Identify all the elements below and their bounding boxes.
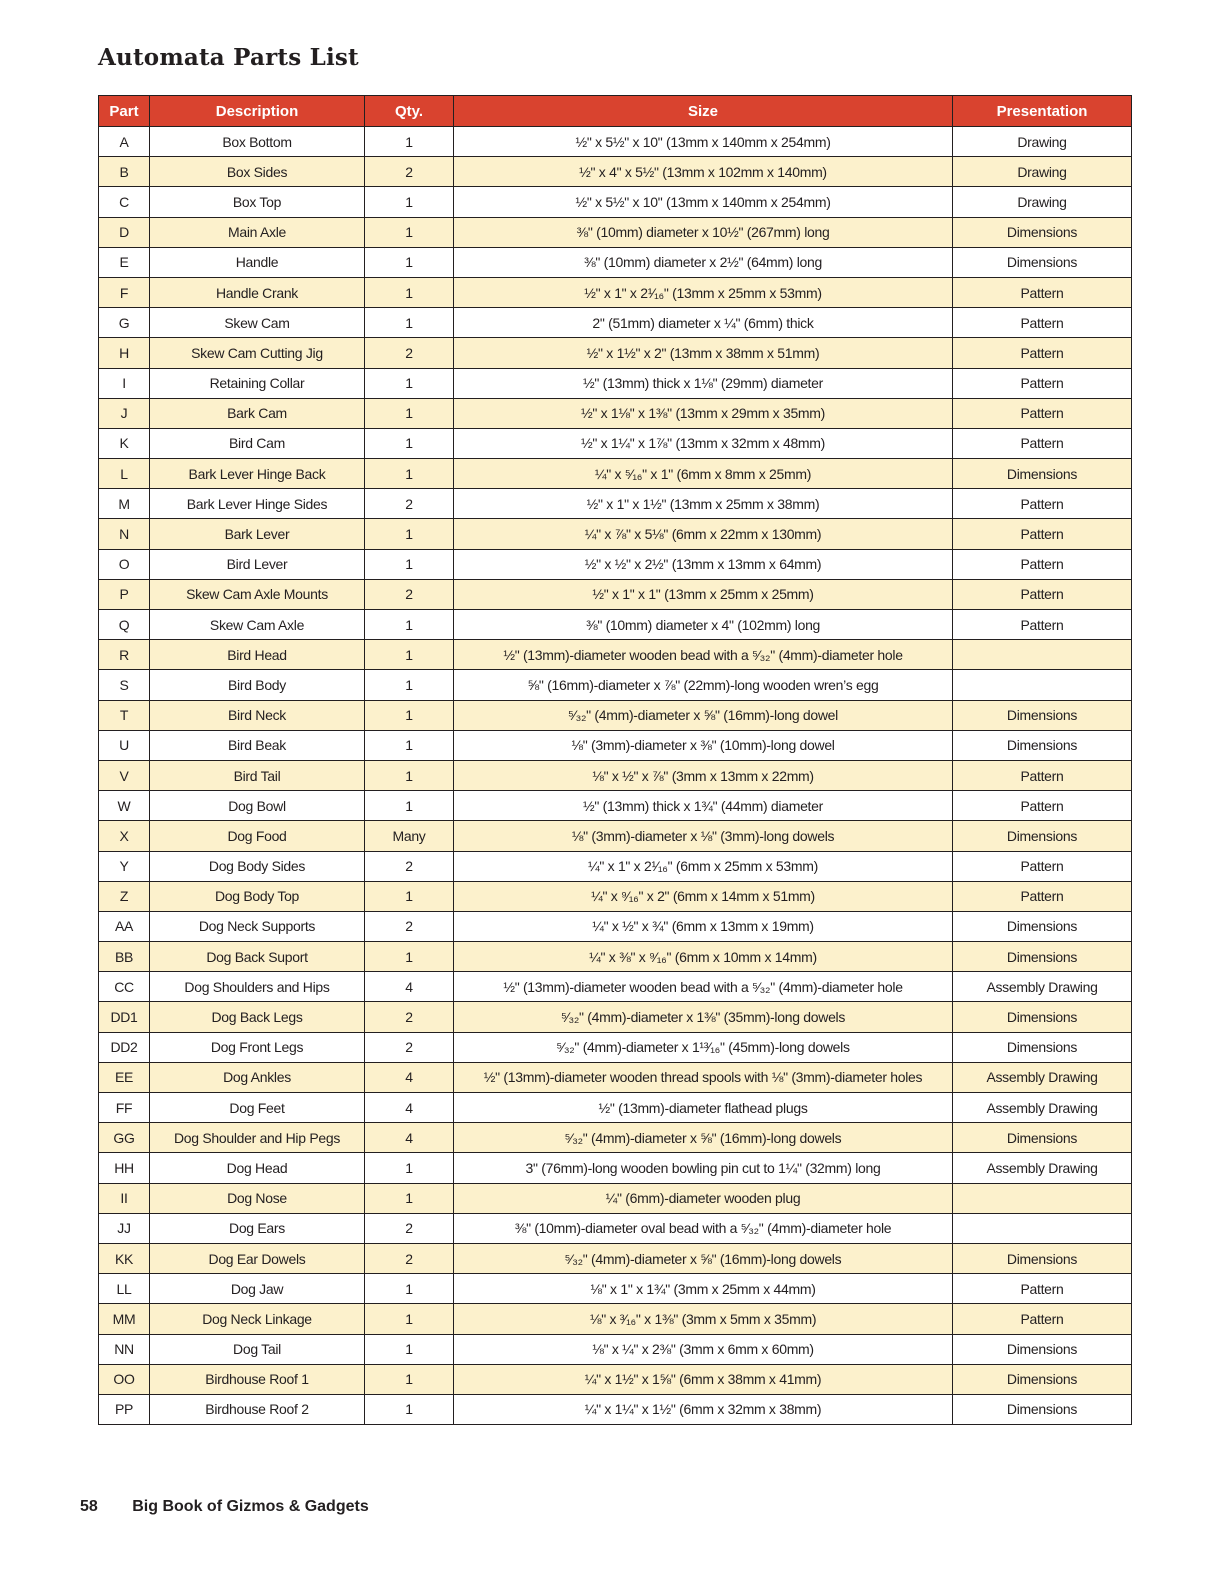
cell-qty: 1 (365, 549, 454, 579)
cell-part: I (99, 368, 150, 398)
cell-qty: 4 (365, 1093, 454, 1123)
cell-qty: 1 (365, 942, 454, 972)
cell-part: OO (99, 1364, 150, 1394)
column-header-presentation: Presentation (953, 96, 1132, 127)
page-number: 58 (80, 1498, 98, 1515)
cell-part: W (99, 791, 150, 821)
table-row (99, 579, 1132, 609)
cell-part: GG (99, 1123, 150, 1153)
cell-qty: 1 (365, 610, 454, 640)
cell-description: Bark Cam (150, 398, 365, 428)
cell-qty: 4 (365, 972, 454, 1002)
cell-presentation: Dimensions (953, 217, 1132, 247)
cell-qty: Many (365, 821, 454, 851)
cell-qty: 1 (365, 459, 454, 489)
cell-part: FF (99, 1093, 150, 1123)
cell-size: ¼" x 1¼" x 1½" (6mm x 32mm x 38mm) (454, 1394, 953, 1424)
cell-part: DD1 (99, 1002, 150, 1032)
cell-presentation: Assembly Drawing (953, 1062, 1132, 1092)
table-row (99, 640, 1132, 670)
table-row (99, 549, 1132, 579)
cell-presentation: Dimensions (953, 1002, 1132, 1032)
cell-presentation (953, 640, 1132, 670)
table-row (99, 428, 1132, 458)
cell-size: ⅛" x ¼" x 2⅜" (3mm x 6mm x 60mm) (454, 1334, 953, 1364)
cell-size: ½" (13mm)-diameter flathead plugs (454, 1093, 953, 1123)
table-row (99, 911, 1132, 941)
table-row (99, 247, 1132, 277)
cell-presentation: Drawing (953, 127, 1132, 157)
cell-presentation: Dimensions (953, 1243, 1132, 1273)
cell-presentation: Assembly Drawing (953, 972, 1132, 1002)
cell-qty: 1 (365, 1394, 454, 1424)
cell-part: L (99, 459, 150, 489)
cell-presentation: Assembly Drawing (953, 1153, 1132, 1183)
table-row (99, 1153, 1132, 1183)
cell-part: C (99, 187, 150, 217)
table-row (99, 308, 1132, 338)
table-row (99, 1032, 1132, 1062)
cell-part: MM (99, 1304, 150, 1334)
cell-part: EE (99, 1062, 150, 1092)
cell-part: DD2 (99, 1032, 150, 1062)
cell-part: II (99, 1183, 150, 1213)
cell-size: ½" (13mm) thick x 1⅛" (29mm) diameter (454, 368, 953, 398)
cell-description: Dog Tail (150, 1334, 365, 1364)
table-row (99, 157, 1132, 187)
cell-part: LL (99, 1274, 150, 1304)
table-row (99, 821, 1132, 851)
cell-size: ⁵⁄₃₂" (4mm)-diameter x 1⅜" (35mm)-long dowels (454, 1002, 953, 1032)
cell-qty: 2 (365, 1213, 454, 1243)
cell-part: Q (99, 610, 150, 640)
cell-size: ½" x 1" x 1" (13mm x 25mm x 25mm) (454, 579, 953, 609)
cell-size: ½" x 5½" x 10" (13mm x 140mm x 254mm) (454, 187, 953, 217)
cell-part: O (99, 549, 150, 579)
cell-qty: 1 (365, 368, 454, 398)
cell-part: A (99, 127, 150, 157)
cell-description: Box Bottom (150, 127, 365, 157)
cell-size: ½" x 1½" x 2" (13mm x 38mm x 51mm) (454, 338, 953, 368)
cell-size: 2" (51mm) diameter x ¼" (6mm) thick (454, 308, 953, 338)
cell-qty: 4 (365, 1062, 454, 1092)
cell-description: Skew Cam Cutting Jig (150, 338, 365, 368)
cell-part: R (99, 640, 150, 670)
cell-qty: 2 (365, 338, 454, 368)
cell-presentation: Pattern (953, 1304, 1132, 1334)
table-row (99, 851, 1132, 881)
cell-presentation: Dimensions (953, 1394, 1132, 1424)
cell-qty: 1 (365, 308, 454, 338)
cell-part: B (99, 157, 150, 187)
cell-part: BB (99, 942, 150, 972)
cell-description: Bark Lever (150, 519, 365, 549)
cell-size: ¼" x 1" x 2¹⁄₁₆" (6mm x 25mm x 53mm) (454, 851, 953, 881)
table-row (99, 277, 1132, 307)
table-row (99, 1274, 1132, 1304)
cell-presentation: Dimensions (953, 700, 1132, 730)
cell-size: ¼" x ½" x ¾" (6mm x 13mm x 19mm) (454, 911, 953, 941)
cell-presentation: Dimensions (953, 1123, 1132, 1153)
cell-size: ⅜" (10mm) diameter x 2½" (64mm) long (454, 247, 953, 277)
table-row (99, 1062, 1132, 1092)
table-row (99, 519, 1132, 549)
cell-qty: 1 (365, 1304, 454, 1334)
page-footer (80, 1498, 369, 1516)
cell-qty: 1 (365, 1183, 454, 1213)
cell-size: ⅜" (10mm) diameter x 10½" (267mm) long (454, 217, 953, 247)
cell-description: Box Top (150, 187, 365, 217)
cell-part: U (99, 730, 150, 760)
cell-qty: 1 (365, 1364, 454, 1394)
cell-size: ½" x 5½" x 10" (13mm x 140mm x 254mm) (454, 127, 953, 157)
cell-description: Bark Lever Hinge Back (150, 459, 365, 489)
table-row (99, 942, 1132, 972)
cell-qty: 2 (365, 911, 454, 941)
cell-description: Dog Body Top (150, 881, 365, 911)
cell-size: ¼" x 1½" x 1⅝" (6mm x 38mm x 41mm) (454, 1364, 953, 1394)
column-header-part: Part (99, 96, 150, 127)
table-row (99, 489, 1132, 519)
cell-description: Main Axle (150, 217, 365, 247)
cell-presentation: Dimensions (953, 942, 1132, 972)
cell-description: Skew Cam Axle Mounts (150, 579, 365, 609)
cell-part: H (99, 338, 150, 368)
table-row (99, 760, 1132, 790)
cell-size: ¼" x ⁵⁄₁₆" x 1" (6mm x 8mm x 25mm) (454, 459, 953, 489)
cell-part: X (99, 821, 150, 851)
cell-qty: 2 (365, 1243, 454, 1273)
cell-presentation: Pattern (953, 1274, 1132, 1304)
cell-size: ½" (13mm)-diameter wooden bead with a ⁵⁄₃₂" (4mm)-diameter hole (454, 972, 953, 1002)
cell-qty: 1 (365, 730, 454, 760)
cell-description: Dog Ankles (150, 1062, 365, 1092)
cell-part: P (99, 579, 150, 609)
cell-part: G (99, 308, 150, 338)
cell-size: ½" (13mm)-diameter wooden thread spools with ⅛" (3mm)-diameter holes (454, 1062, 953, 1092)
header-row (99, 96, 1132, 127)
cell-presentation: Drawing (953, 157, 1132, 187)
cell-part: M (99, 489, 150, 519)
cell-presentation: Pattern (953, 519, 1132, 549)
cell-description: Dog Ears (150, 1213, 365, 1243)
table-row (99, 368, 1132, 398)
cell-part: AA (99, 911, 150, 941)
cell-presentation: Pattern (953, 851, 1132, 881)
cell-description: Bird Tail (150, 760, 365, 790)
cell-size: ½" x 1⅛" x 1⅜" (13mm x 29mm x 35mm) (454, 398, 953, 428)
table-row (99, 791, 1132, 821)
cell-description: Dog Neck Linkage (150, 1304, 365, 1334)
cell-presentation: Pattern (953, 277, 1132, 307)
table-row (99, 1334, 1132, 1364)
cell-size: ⅛" (3mm)-diameter x ⅜" (10mm)-long dowel (454, 730, 953, 760)
table-row (99, 700, 1132, 730)
table-row (99, 1123, 1132, 1153)
table-row (99, 1183, 1132, 1213)
cell-description: Dog Body Sides (150, 851, 365, 881)
cell-description: Dog Food (150, 821, 365, 851)
table-row (99, 217, 1132, 247)
table-row (99, 338, 1132, 368)
cell-part: JJ (99, 1213, 150, 1243)
table-row (99, 1002, 1132, 1032)
cell-size: ½" x 1" x 1½" (13mm x 25mm x 38mm) (454, 489, 953, 519)
cell-description: Bird Beak (150, 730, 365, 760)
cell-presentation (953, 1183, 1132, 1213)
cell-part: S (99, 670, 150, 700)
cell-part: CC (99, 972, 150, 1002)
cell-description: Box Sides (150, 157, 365, 187)
cell-presentation: Dimensions (953, 821, 1132, 851)
cell-description: Bark Lever Hinge Sides (150, 489, 365, 519)
cell-qty: 1 (365, 640, 454, 670)
cell-description: Dog Ear Dowels (150, 1243, 365, 1273)
cell-description: Skew Cam Axle (150, 610, 365, 640)
column-header-qty: Qty. (365, 96, 454, 127)
cell-qty: 1 (365, 760, 454, 790)
cell-presentation: Pattern (953, 610, 1132, 640)
cell-size: ⁵⁄₃₂" (4mm)-diameter x ⅝" (16mm)-long dowel (454, 700, 953, 730)
cell-qty: 1 (365, 428, 454, 458)
cell-presentation: Assembly Drawing (953, 1093, 1132, 1123)
table-row (99, 127, 1132, 157)
cell-presentation: Pattern (953, 881, 1132, 911)
cell-description: Dog Jaw (150, 1274, 365, 1304)
cell-size: ⅜" (10mm) diameter x 4" (102mm) long (454, 610, 953, 640)
book-title: Big Book of Gizmos & Gadgets (132, 1498, 369, 1515)
cell-size: ⁵⁄₃₂" (4mm)-diameter x ⅝" (16mm)-long dowels (454, 1243, 953, 1273)
table-row (99, 1243, 1132, 1273)
cell-description: Bird Neck (150, 700, 365, 730)
cell-presentation: Pattern (953, 489, 1132, 519)
cell-qty: 1 (365, 277, 454, 307)
table-row (99, 881, 1132, 911)
cell-part: N (99, 519, 150, 549)
table-row (99, 1304, 1132, 1334)
cell-presentation: Dimensions (953, 911, 1132, 941)
cell-part: HH (99, 1153, 150, 1183)
parts-table (98, 95, 1132, 1425)
cell-size: ½" x 1¼" x 1⅞" (13mm x 32mm x 48mm) (454, 428, 953, 458)
cell-size: ⁵⁄₃₂" (4mm)-diameter x ⅝" (16mm)-long dowels (454, 1123, 953, 1153)
cell-description: Skew Cam (150, 308, 365, 338)
cell-qty: 1 (365, 791, 454, 821)
cell-presentation: Dimensions (953, 1032, 1132, 1062)
cell-qty: 1 (365, 1274, 454, 1304)
cell-qty: 2 (365, 1032, 454, 1062)
cell-size: ⅛" (3mm)-diameter x ⅛" (3mm)-long dowels (454, 821, 953, 851)
cell-size: ¼" x ⁹⁄₁₆" x 2" (6mm x 14mm x 51mm) (454, 881, 953, 911)
cell-presentation: Pattern (953, 308, 1132, 338)
cell-qty: 1 (365, 398, 454, 428)
cell-description: Dog Shoulders and Hips (150, 972, 365, 1002)
cell-part: T (99, 700, 150, 730)
cell-size: ½" x 4" x 5½" (13mm x 102mm x 140mm) (454, 157, 953, 187)
cell-description: Dog Shoulder and Hip Pegs (150, 1123, 365, 1153)
column-header-size: Size (454, 96, 953, 127)
cell-size: ¼" x ⅞" x 5⅛" (6mm x 22mm x 130mm) (454, 519, 953, 549)
cell-qty: 1 (365, 217, 454, 247)
table-row (99, 1394, 1132, 1424)
cell-description: Birdhouse Roof 2 (150, 1394, 365, 1424)
cell-size: ½" (13mm) thick x 1¾" (44mm) diameter (454, 791, 953, 821)
cell-presentation: Dimensions (953, 730, 1132, 760)
cell-size: ⅝" (16mm)-diameter x ⅞" (22mm)-long wooden wren’s egg (454, 670, 953, 700)
table-row (99, 1093, 1132, 1123)
cell-description: Dog Back Legs (150, 1002, 365, 1032)
cell-size: ⁵⁄₃₂" (4mm)-diameter x 1¹³⁄₁₆" (45mm)-long dowels (454, 1032, 953, 1062)
cell-description: Handle Crank (150, 277, 365, 307)
cell-qty: 1 (365, 1153, 454, 1183)
cell-qty: 1 (365, 127, 454, 157)
cell-size: ⅛" x ½" x ⅞" (3mm x 13mm x 22mm) (454, 760, 953, 790)
cell-presentation (953, 1213, 1132, 1243)
cell-qty: 1 (365, 670, 454, 700)
table-row (99, 1364, 1132, 1394)
cell-description: Bird Cam (150, 428, 365, 458)
cell-size: ⅛" x 1" x 1¾" (3mm x 25mm x 44mm) (454, 1274, 953, 1304)
cell-description: Dog Neck Supports (150, 911, 365, 941)
cell-presentation (953, 670, 1132, 700)
cell-part: J (99, 398, 150, 428)
cell-presentation: Dimensions (953, 1334, 1132, 1364)
cell-description: Dog Front Legs (150, 1032, 365, 1062)
cell-part: F (99, 277, 150, 307)
cell-size: ⅛" x ³⁄₁₆" x 1⅜" (3mm x 5mm x 35mm) (454, 1304, 953, 1334)
table-row (99, 1213, 1132, 1243)
cell-size: 3" (76mm)-long wooden bowling pin cut to 1¼" (32mm) long (454, 1153, 953, 1183)
cell-qty: 2 (365, 157, 454, 187)
table-row (99, 187, 1132, 217)
cell-qty: 2 (365, 851, 454, 881)
cell-part: NN (99, 1334, 150, 1364)
cell-presentation: Dimensions (953, 459, 1132, 489)
cell-presentation: Pattern (953, 428, 1132, 458)
column-header-description: Description (150, 96, 365, 127)
cell-qty: 2 (365, 489, 454, 519)
cell-presentation: Dimensions (953, 247, 1132, 277)
cell-description: Dog Nose (150, 1183, 365, 1213)
cell-presentation: Pattern (953, 579, 1132, 609)
cell-description: Dog Feet (150, 1093, 365, 1123)
table-row (99, 398, 1132, 428)
cell-size: ½" x 1" x 2¹⁄₁₆" (13mm x 25mm x 53mm) (454, 277, 953, 307)
cell-presentation: Dimensions (953, 1364, 1132, 1394)
cell-size: ⅜" (10mm)-diameter oval bead with a ⁵⁄₃₂" (4mm)-diameter hole (454, 1213, 953, 1243)
cell-qty: 1 (365, 1334, 454, 1364)
cell-part: D (99, 217, 150, 247)
cell-qty: 1 (365, 881, 454, 911)
table-row (99, 730, 1132, 760)
cell-qty: 4 (365, 1123, 454, 1153)
cell-presentation: Pattern (953, 368, 1132, 398)
cell-part: Y (99, 851, 150, 881)
cell-description: Retaining Collar (150, 368, 365, 398)
cell-size: ¼" x ⅜" x ⁹⁄₁₆" (6mm x 10mm x 14mm) (454, 942, 953, 972)
cell-description: Bird Lever (150, 549, 365, 579)
cell-description: Birdhouse Roof 1 (150, 1364, 365, 1394)
cell-presentation: Pattern (953, 760, 1132, 790)
cell-part: PP (99, 1394, 150, 1424)
table-row (99, 610, 1132, 640)
cell-part: V (99, 760, 150, 790)
cell-qty: 2 (365, 1002, 454, 1032)
cell-description: Dog Back Suport (150, 942, 365, 972)
table-row (99, 459, 1132, 489)
cell-qty: 1 (365, 187, 454, 217)
cell-size: ¼" (6mm)-diameter wooden plug (454, 1183, 953, 1213)
cell-qty: 2 (365, 579, 454, 609)
cell-qty: 1 (365, 247, 454, 277)
cell-part: KK (99, 1243, 150, 1273)
cell-presentation: Pattern (953, 338, 1132, 368)
cell-part: K (99, 428, 150, 458)
cell-presentation: Pattern (953, 398, 1132, 428)
table-header (99, 96, 1132, 127)
cell-description: Dog Head (150, 1153, 365, 1183)
cell-part: Z (99, 881, 150, 911)
table-row (99, 972, 1132, 1002)
cell-description: Dog Bowl (150, 791, 365, 821)
cell-qty: 1 (365, 519, 454, 549)
cell-part: E (99, 247, 150, 277)
cell-description: Bird Body (150, 670, 365, 700)
page-title: Automata Parts List (98, 44, 359, 71)
cell-description: Bird Head (150, 640, 365, 670)
cell-description: Handle (150, 247, 365, 277)
cell-qty: 1 (365, 700, 454, 730)
cell-size: ½" (13mm)-diameter wooden bead with a ⁵⁄₃₂" (4mm)-diameter hole (454, 640, 953, 670)
table-body (99, 127, 1132, 1425)
cell-presentation: Drawing (953, 187, 1132, 217)
cell-size: ½" x ½" x 2½" (13mm x 13mm x 64mm) (454, 549, 953, 579)
cell-presentation: Pattern (953, 549, 1132, 579)
cell-presentation: Pattern (953, 791, 1132, 821)
table-row (99, 670, 1132, 700)
